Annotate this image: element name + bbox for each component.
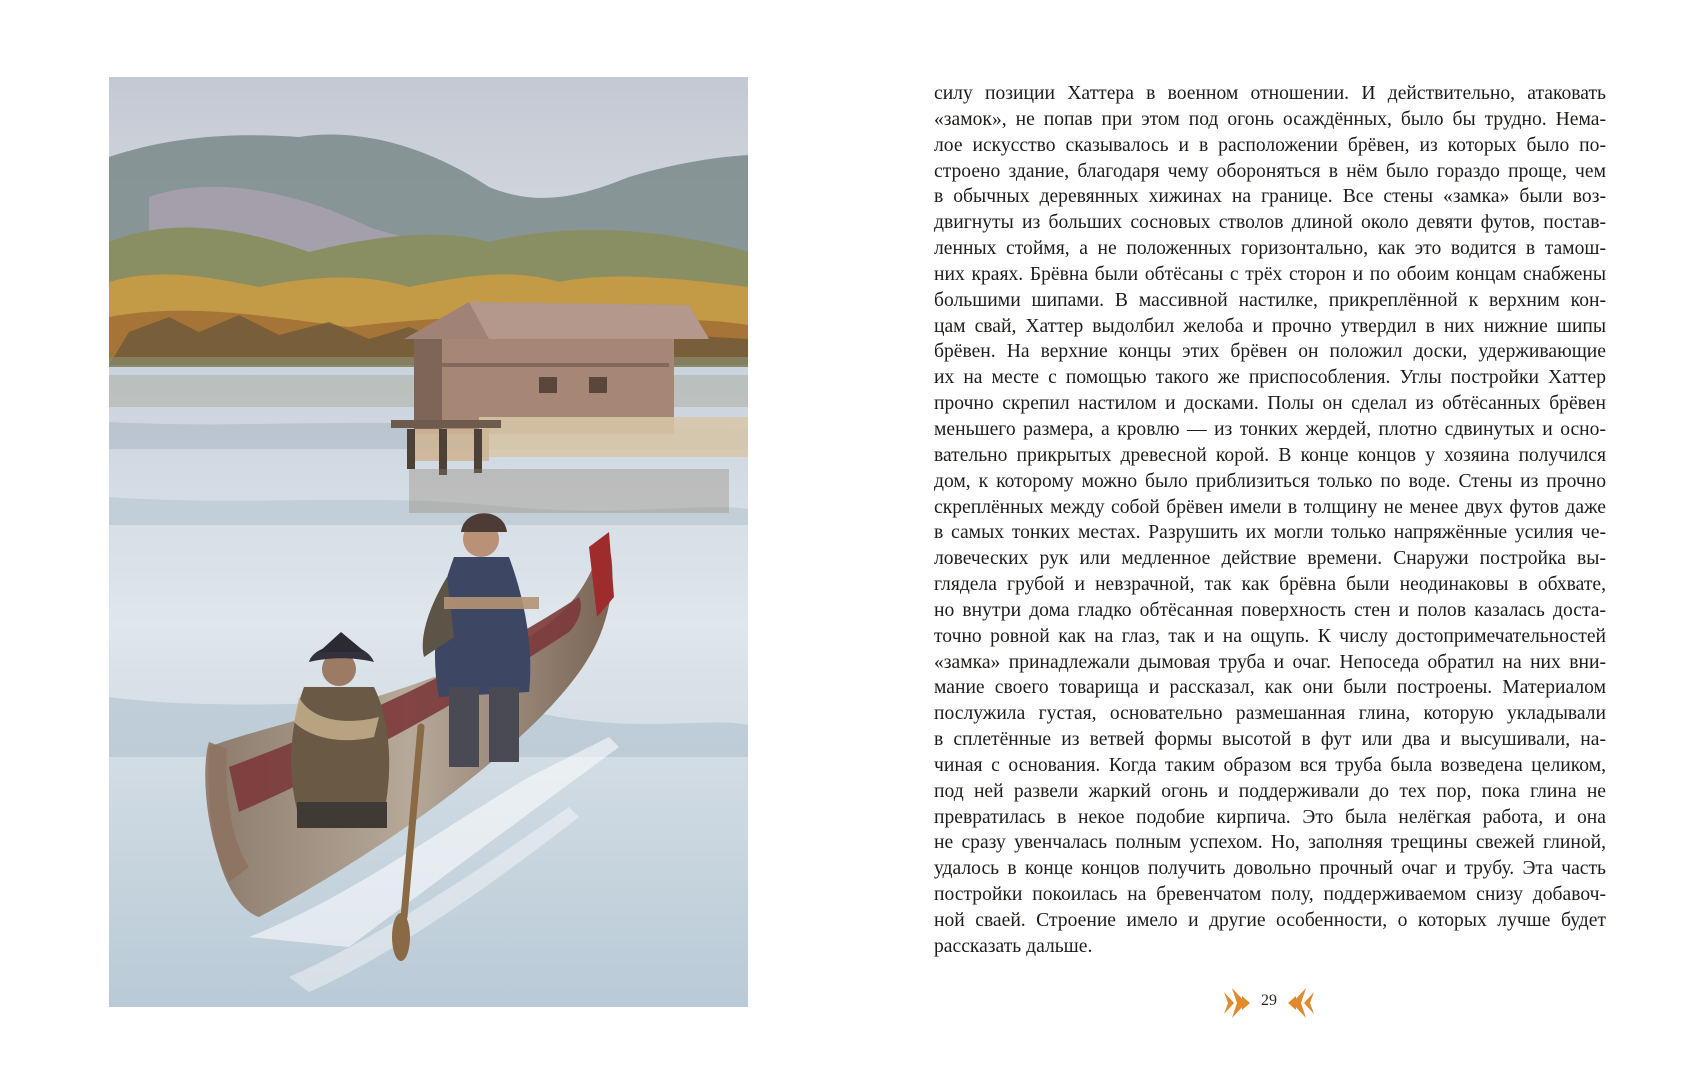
page-number: 29 xyxy=(1261,992,1277,1009)
text-line: превратилась в некое подобие кирпича. Это была нелёгкая работа, и она xyxy=(934,806,1606,828)
text-line: удалось в конце концов получить довольно прочный очаг и трубу. Эта часть xyxy=(934,858,1606,880)
text-line: в обычных деревянных хижинах на границе. Все стены «замка» были воз- xyxy=(934,186,1606,208)
text-line: постройки покоилась на бревенчатом полу, поддерживаемом снизу добавоч- xyxy=(934,884,1606,906)
text-line: не сразу увенчалась полным успехом. Но, заполняя трещины свежей глиной, xyxy=(934,832,1606,854)
text-line: их на месте с помощью такого же приспособления. Углы постройки Хаттер xyxy=(934,367,1606,389)
watercolor-illustration xyxy=(109,77,748,1007)
text-line: послужила густая, основательно размешанная глина, которую укладывали xyxy=(934,703,1606,725)
arrow-chevron-ornament-icon xyxy=(1286,986,1316,1020)
text-line: но внутри дома гладко обтёсанная поверхность стен и полов казалась доста- xyxy=(934,599,1606,621)
text-line: под ней развели жаркий огонь и поддерживали до тех пор, пока глина не xyxy=(934,780,1606,802)
text-line: силу позиции Хаттера в военном отношении. И действительно, атаковать xyxy=(934,83,1606,104)
text-line: чиная с основания. Когда таким образом вся труба была возведена целиком, xyxy=(934,754,1606,776)
page-folio xyxy=(1222,984,1316,1024)
text-line: цам свай, Хаттер выдолбил желоба и прочно утвердил в них нижние шипы xyxy=(934,315,1606,337)
arrow-chevron-ornament-icon xyxy=(1222,986,1252,1020)
text-line: них краях. Брёвна были обтёсаны с трёх сторон и по обоим концам снабжены xyxy=(934,263,1606,285)
text-line: лое искусство сказывалось и в расположении брёвен, из которых было по- xyxy=(934,134,1606,156)
text-line: «замка» принадлежали дымовая труба и очаг. Непоседа обратил на них вни- xyxy=(934,651,1606,673)
text-line: ной сваей. Строение имело и другие особенности, о которых лучше будет xyxy=(934,910,1606,931)
text-line: дом, к которому можно было приблизиться только по воде. Стены из прочно xyxy=(934,470,1606,492)
text-line: глядела грубой и невзрачной, так как брёвна были неодинаковы в обхвате, xyxy=(934,574,1606,596)
illustration-canvas xyxy=(109,77,748,1007)
text-line: в самых тонких местах. Разрушить их могли только напряжённые усилия че- xyxy=(934,522,1606,544)
text-line: брёвен. На верхние концы этих брёвен он положил доски, удерживающие xyxy=(934,341,1606,363)
text-line: двигнуты из больших сосновых стволов длиной около девяти футов, постав- xyxy=(934,212,1606,234)
body-text xyxy=(934,81,1606,961)
paddle-blade xyxy=(392,913,410,961)
text-line: строено здание, благодаря чему обороняться в нём было гораздо проще, чем xyxy=(934,160,1606,182)
text-line: мание своего товарища и рассказал, как они были построены. Материалом xyxy=(934,677,1606,699)
text-line: прочно скрепил настилом и досками. Полы он сделал из обтёсанных брёвен xyxy=(934,393,1606,415)
text-line: точно ровной как на глаз, так и на ощупь. К числу достопримечательностей xyxy=(934,625,1606,647)
text-line: в сплетённые из ветвей формы высотой в фут или два и высушивали, на- xyxy=(934,729,1606,751)
text-line: меньшего размера, а кровлю — из тонких жердей, плотно сдвинутых и осно- xyxy=(934,418,1606,440)
house-reflection xyxy=(409,469,729,513)
text-line: вательно прикрытых древесной корой. В конце концов у хозяина получился xyxy=(934,444,1606,466)
text-line: ленных стоймя, а не положенных горизонтально, как это водится в тамош- xyxy=(934,238,1606,260)
text-line: «замок», не попав при этом под огонь осаждённых, было бы трудно. Нема- xyxy=(934,108,1606,130)
text-line: рассказать дальше. xyxy=(934,935,1093,957)
text-line: большими шипами. В массивной настилке, прикреплённой к верхним кон- xyxy=(934,289,1606,311)
text-line: скреплённых между собой брёвен имели в толщину не менее двух футов даже xyxy=(934,496,1606,518)
text-line: ловеческих рук или медленное действие времени. Снаружи постройка вы- xyxy=(934,548,1606,570)
